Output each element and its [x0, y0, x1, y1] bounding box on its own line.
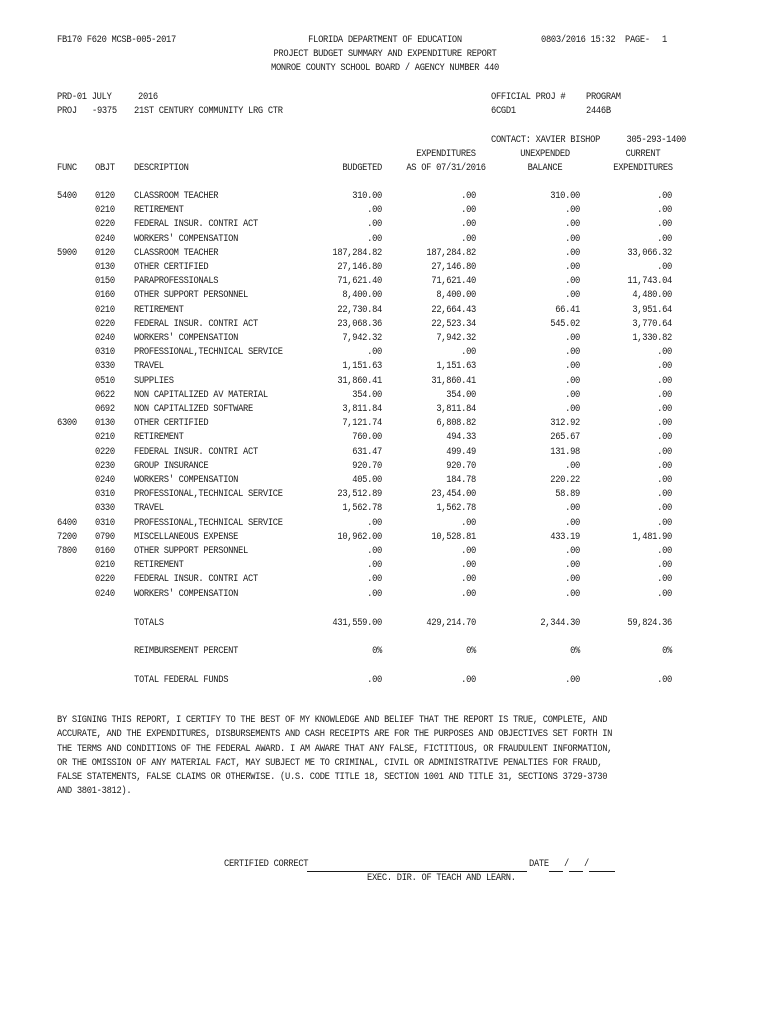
cell-func: 6400: [57, 517, 77, 529]
cell-objt: 0150: [95, 276, 115, 288]
cell-expended: 187,284.82: [426, 247, 476, 259]
cell-budgeted: .00: [367, 219, 382, 231]
table-row: [0, 205, 770, 219]
cell-description: TRAVEL: [134, 503, 164, 515]
col-unexpended-line1: UNEXPENDED: [520, 149, 570, 160]
table-row: [0, 262, 770, 276]
contact-name: CONTACT: XAVIER BISHOP: [491, 135, 601, 146]
cell-description: WORKERS' COMPENSATION: [134, 333, 239, 344]
table-row: [0, 248, 770, 262]
cell-current: .00: [657, 219, 672, 231]
cell-objt: 0310: [95, 517, 115, 529]
cell-expended: 31,860.41: [431, 375, 476, 387]
cell-budgeted: .00: [367, 517, 382, 529]
summary-label: TOTALS: [134, 618, 164, 629]
cell-balance: .00: [565, 233, 580, 245]
cell-expended: .00: [461, 588, 476, 600]
col-expenditures-line1: EXPENDITURES: [416, 149, 476, 160]
cell-balance: .00: [565, 404, 580, 415]
page-number: 1: [662, 35, 667, 46]
signature-line: [307, 871, 527, 872]
table-row: [0, 219, 770, 233]
cell-current: .00: [657, 588, 672, 600]
cell-current: .00: [657, 205, 672, 217]
date-month-line: [549, 871, 563, 872]
fiscal-year: 2016: [138, 92, 158, 103]
cell-objt: 0330: [95, 361, 115, 373]
cell-objt: 0210: [95, 304, 115, 316]
cell-expended: 184.78: [446, 475, 476, 486]
cell-description: FEDERAL INSUR. CONTRI ACT: [134, 318, 258, 330]
certified-correct-label: CERTIFIED CORRECT: [224, 859, 309, 870]
cell-current: .00: [657, 503, 672, 515]
cell-expended: .00: [461, 233, 476, 245]
cell-current: .00: [657, 418, 672, 430]
cell-expended: .00: [461, 546, 476, 557]
cell-balance: 310.00: [550, 191, 580, 202]
table-row: [0, 191, 770, 205]
cell-budgeted: 27,146.80: [337, 262, 382, 273]
cell-current: 4,480.00: [632, 290, 672, 302]
date-day-line: [569, 871, 583, 872]
cell-budgeted: 405.00: [352, 475, 382, 486]
table-row: [0, 276, 770, 290]
date-separator-1: /: [564, 859, 569, 870]
cell-func: 7800: [57, 546, 77, 557]
cell-objt: 0210: [95, 205, 115, 217]
contact-phone: 305-293-1400: [626, 135, 686, 146]
cell-objt: 0240: [95, 333, 115, 344]
cell-description: PROFESSIONAL,TECHNICAL SERVICE: [134, 517, 283, 529]
col-objt: OBJT: [95, 163, 115, 174]
cell-budgeted: .00: [367, 588, 382, 600]
cell-objt: 0240: [95, 233, 115, 245]
cell-current: 11,743.04: [627, 276, 672, 288]
cell-description: MISCELLANEOUS EXPENSE: [134, 531, 239, 543]
summary-budgeted: .00: [367, 675, 382, 686]
summary-balance: 2,344.30: [540, 618, 580, 629]
cell-balance: .00: [565, 375, 580, 387]
cell-balance: 220.22: [550, 475, 580, 486]
summary-current: 59,824.36: [627, 618, 672, 629]
cell-expended: 1,151.63: [436, 361, 476, 373]
cell-objt: 0160: [95, 290, 115, 302]
program-value: 2446B: [586, 106, 611, 117]
cell-balance: .00: [565, 333, 580, 344]
cell-expended: .00: [461, 574, 476, 586]
cell-description: PARAPROFESSIONALS: [134, 276, 219, 288]
table-row: [0, 447, 770, 461]
report-title: PROJECT BUDGET SUMMARY AND EXPENDITURE REPORT: [273, 49, 497, 60]
cell-objt: 0240: [95, 588, 115, 600]
cell-objt: 0210: [95, 560, 115, 572]
table-row: [0, 589, 770, 603]
cell-current: .00: [657, 489, 672, 501]
summary-label: REIMBURSEMENT PERCENT: [134, 646, 239, 657]
cell-description: NON CAPITALIZED AV MATERIAL: [134, 389, 268, 401]
proj-label: PROJ: [57, 106, 77, 117]
cell-description: CLASSROOM TEACHER: [134, 247, 219, 259]
col-unexpended-line2: BALANCE: [527, 163, 563, 174]
cell-expended: 494.33: [446, 432, 476, 444]
cell-budgeted: 8,400.00: [342, 290, 382, 302]
table-row: [0, 305, 770, 319]
cell-expended: 7,942.32: [436, 333, 476, 344]
cell-description: TRAVEL: [134, 361, 164, 373]
cell-budgeted: 1,562.78: [342, 503, 382, 515]
cell-objt: 0220: [95, 446, 115, 458]
cell-balance: .00: [565, 460, 580, 472]
cell-expended: 10,528.81: [431, 531, 476, 543]
cell-current: .00: [657, 574, 672, 586]
cell-balance: 312.92: [550, 418, 580, 430]
cell-budgeted: 23,512.89: [337, 489, 382, 501]
date-separator-2: /: [584, 859, 589, 870]
table-row: [0, 475, 770, 489]
cell-budgeted: 354.00: [352, 389, 382, 401]
cell-objt: 0510: [95, 375, 115, 387]
cell-balance: 66.41: [555, 304, 580, 316]
cell-current: .00: [657, 432, 672, 444]
cell-description: CLASSROOM TEACHER: [134, 191, 219, 202]
table-row: [0, 489, 770, 503]
cell-objt: 0310: [95, 489, 115, 501]
table-row: [0, 390, 770, 404]
date-year-line: [589, 871, 615, 872]
cell-balance: 265.67: [550, 432, 580, 444]
program-label: PROGRAM: [586, 92, 621, 103]
cell-description: GROUP INSURANCE: [134, 460, 209, 472]
cell-budgeted: .00: [367, 574, 382, 586]
cell-description: FEDERAL INSUR. CONTRI ACT: [134, 446, 258, 458]
cell-objt: 0120: [95, 191, 115, 202]
cell-budgeted: 760.00: [352, 432, 382, 444]
cell-func: 5400: [57, 191, 77, 202]
summary-row: [0, 675, 770, 689]
department-name: FLORIDA DEPARTMENT OF EDUCATION: [308, 35, 462, 46]
cell-description: RETIREMENT: [134, 560, 184, 572]
cell-current: .00: [657, 404, 672, 415]
cell-balance: .00: [565, 361, 580, 373]
cell-description: WORKERS' COMPENSATION: [134, 233, 239, 245]
col-expenditures-line2: AS OF 07/31/2016: [406, 163, 486, 174]
cell-description: NON CAPITALIZED SOFTWARE: [134, 404, 253, 415]
cell-balance: 131.98: [550, 446, 580, 458]
col-current-line2: EXPENDITURES: [613, 163, 673, 174]
cell-budgeted: .00: [367, 546, 382, 557]
cell-expended: .00: [461, 205, 476, 217]
table-row: [0, 461, 770, 475]
cell-description: RETIREMENT: [134, 205, 184, 217]
cell-func: 5900: [57, 247, 77, 259]
cell-balance: .00: [565, 560, 580, 572]
table-row: [0, 518, 770, 532]
cell-balance: .00: [565, 205, 580, 217]
table-row: [0, 418, 770, 432]
agency-name: MONROE COUNTY SCHOOL BOARD / AGENCY NUMBER 440: [270, 63, 500, 74]
cell-expended: 499.49: [446, 446, 476, 458]
summary-current: 0%: [662, 646, 672, 657]
cell-objt: 0230: [95, 460, 115, 472]
cell-current: .00: [657, 233, 672, 245]
summary-expended: .00: [461, 675, 476, 686]
cell-current: .00: [657, 375, 672, 387]
cell-budgeted: 3,811.84: [342, 404, 382, 415]
summary-expended: 0%: [466, 646, 476, 657]
cell-balance: .00: [565, 546, 580, 557]
cell-budgeted: 310.00: [352, 191, 382, 202]
table-row: [0, 546, 770, 560]
cell-description: OTHER SUPPORT PERSONNEL: [134, 290, 249, 302]
cell-current: .00: [657, 347, 672, 359]
cell-expended: .00: [461, 560, 476, 572]
cell-description: OTHER SUPPORT PERSONNEL: [134, 546, 249, 557]
summary-balance: 0%: [570, 646, 580, 657]
cell-balance: .00: [565, 503, 580, 515]
cell-expended: 27,146.80: [431, 262, 476, 273]
official-proj-value: 6CGD1: [491, 106, 516, 117]
cell-description: WORKERS' COMPENSATION: [134, 588, 239, 600]
cell-objt: 0240: [95, 475, 115, 486]
cell-balance: .00: [565, 347, 580, 359]
cell-balance: .00: [565, 276, 580, 288]
cell-balance: 433.19: [550, 531, 580, 543]
cell-current: .00: [657, 389, 672, 401]
cell-budgeted: 7,121.74: [342, 418, 382, 430]
cell-description: PROFESSIONAL,TECHNICAL SERVICE: [134, 347, 283, 359]
cell-current: .00: [657, 361, 672, 373]
table-row: [0, 319, 770, 333]
cell-expended: .00: [461, 347, 476, 359]
official-proj-label: OFFICIAL PROJ #: [491, 92, 566, 103]
table-row: [0, 532, 770, 546]
cell-expended: .00: [461, 517, 476, 529]
cell-current: .00: [657, 262, 672, 273]
cell-expended: .00: [461, 191, 476, 202]
cell-description: OTHER CERTIFIED: [134, 418, 209, 430]
cell-current: 3,770.64: [632, 318, 672, 330]
cell-budgeted: 22,730.84: [337, 304, 382, 316]
cell-budgeted: 631.47: [352, 446, 382, 458]
table-row: [0, 234, 770, 248]
cell-current: .00: [657, 546, 672, 557]
cell-budgeted: .00: [367, 233, 382, 245]
cell-balance: .00: [565, 517, 580, 529]
cell-budgeted: .00: [367, 205, 382, 217]
summary-row: [0, 618, 770, 632]
cell-objt: 0120: [95, 247, 115, 259]
cell-expended: 22,523.34: [431, 318, 476, 330]
cell-balance: .00: [565, 262, 580, 273]
cell-budgeted: 187,284.82: [332, 247, 382, 259]
cell-balance: .00: [565, 219, 580, 231]
col-budgeted: BUDGETED: [342, 163, 382, 174]
cell-balance: .00: [565, 588, 580, 600]
cell-objt: 0160: [95, 546, 115, 557]
cell-objt: 0220: [95, 219, 115, 231]
cell-objt: 0210: [95, 432, 115, 444]
table-row: [0, 347, 770, 361]
cell-expended: 920.70: [446, 460, 476, 472]
table-row: [0, 574, 770, 588]
table-row: [0, 503, 770, 517]
table-row: [0, 404, 770, 418]
cell-budgeted: 71,621.40: [337, 276, 382, 288]
report-datetime: 0803/2016 15:32: [541, 35, 616, 46]
table-row: [0, 432, 770, 446]
summary-expended: 429,214.70: [426, 618, 476, 629]
cell-budgeted: 1,151.63: [342, 361, 382, 373]
cell-current: 1,330.82: [632, 333, 672, 344]
cell-description: SUPPLIES: [134, 375, 174, 387]
certification-statement: BY SIGNING THIS REPORT, I CERTIFY TO THE BEST OF MY KNOWLEDGE AND BELIEF THAT THE REPORT IS TRUE, COMPLETE, AND ACCURATE, AND THE EXPENDITURES, DISBURSEMENTS AND CASH RECEIPTS ARE FOR THE PURPOSES AND OBJECTIVES SET FORTH IN THE TERMS AND CONDITIONS OF THE FEDERAL AWARD. I AM AWARE THAT ANY FALSE, FICTITIOUS, OR FRAUDULENT INFORMATION, OR THE OMISSION OF ANY MATERIAL FACT, MAY SUBJECT ME TO CRIMINAL, CIVIL OR ADMINISTRATIVE PENALTIES FOR FRAUD, FALSE STATEMENTS, FALSE CLAIMS OR OTHERWISE. (U.S. CODE TITLE 18, SECTION 1001 AND TITLE 31, SECTIONS 3729-3730 AND 3801-3812).: [57, 715, 613, 798]
cell-description: RETIREMENT: [134, 432, 184, 444]
cell-budgeted: 920.70: [352, 460, 382, 472]
cell-expended: 22,664.43: [431, 304, 476, 316]
proj-number: -9375: [92, 106, 117, 117]
summary-budgeted: 0%: [372, 646, 382, 657]
cell-description: OTHER CERTIFIED: [134, 262, 209, 273]
cell-objt: 0310: [95, 347, 115, 359]
cell-current: 33,066.32: [627, 247, 672, 259]
summary-budgeted: 431,559.00: [332, 618, 382, 629]
cell-expended: 23,454.00: [431, 489, 476, 501]
page-label: PAGE-: [625, 35, 650, 46]
summary-balance: .00: [565, 675, 580, 686]
cell-balance: .00: [565, 247, 580, 259]
cell-expended: 3,811.84: [436, 404, 476, 415]
summary-label: TOTAL FEDERAL FUNDS: [134, 675, 229, 686]
cell-objt: 0330: [95, 503, 115, 515]
col-description: DESCRIPTION: [134, 163, 189, 174]
summary-current: .00: [657, 675, 672, 686]
cell-description: PROFESSIONAL,TECHNICAL SERVICE: [134, 489, 283, 501]
cell-balance: .00: [565, 290, 580, 302]
table-row: [0, 376, 770, 390]
cell-expended: 6,808.82: [436, 418, 476, 430]
cell-current: .00: [657, 517, 672, 529]
signer-title: EXEC. DIR. OF TEACH AND LEARN.: [367, 873, 516, 884]
cell-budgeted: .00: [367, 560, 382, 572]
cell-description: FEDERAL INSUR. CONTRI ACT: [134, 219, 258, 231]
cell-budgeted: 7,942.32: [342, 333, 382, 344]
table-row: [0, 333, 770, 347]
cell-description: WORKERS' COMPENSATION: [134, 475, 239, 486]
cell-expended: .00: [461, 219, 476, 231]
cell-current: .00: [657, 475, 672, 486]
report-code: FB170 F620 MCSB-005-2017: [57, 35, 176, 46]
cell-current: .00: [657, 560, 672, 572]
project-name: 21ST CENTURY COMMUNITY LRG CTR: [134, 106, 283, 117]
cell-current: .00: [657, 446, 672, 458]
table-row: [0, 290, 770, 304]
cell-current: 1,481.90: [632, 531, 672, 543]
cell-objt: 0692: [95, 404, 115, 415]
cell-current: .00: [657, 191, 672, 202]
cell-description: FEDERAL INSUR. CONTRI ACT: [134, 574, 258, 586]
period-label: PRD-01 JULY: [57, 92, 112, 103]
cell-budgeted: .00: [367, 347, 382, 359]
cell-budgeted: 10,962.00: [337, 531, 382, 543]
cell-current: .00: [657, 460, 672, 472]
col-current-line1: CURRENT: [625, 149, 661, 160]
cell-expended: 8,400.00: [436, 290, 476, 302]
summary-row: [0, 646, 770, 660]
cell-func: 6300: [57, 418, 77, 430]
col-func: FUNC: [57, 163, 77, 174]
cell-balance: 545.02: [550, 318, 580, 330]
table-row: [0, 560, 770, 574]
cell-budgeted: 23,068.36: [337, 318, 382, 330]
cell-func: 7200: [57, 531, 77, 543]
cell-budgeted: 31,860.41: [337, 375, 382, 387]
cell-objt: 0220: [95, 574, 115, 586]
cell-objt: 0130: [95, 418, 115, 430]
cell-objt: 0130: [95, 262, 115, 273]
cell-balance: .00: [565, 389, 580, 401]
cell-expended: 1,562.78: [436, 503, 476, 515]
cell-balance: 58.89: [555, 489, 580, 501]
cell-expended: 354.00: [446, 389, 476, 401]
date-label: DATE: [529, 859, 549, 870]
cell-expended: 71,621.40: [431, 276, 476, 288]
cell-balance: .00: [565, 574, 580, 586]
table-row: [0, 361, 770, 375]
cell-objt: 0622: [95, 389, 115, 401]
cell-objt: 0220: [95, 318, 115, 330]
cell-description: RETIREMENT: [134, 304, 184, 316]
cell-current: 3,951.64: [632, 304, 672, 316]
cell-objt: 0790: [95, 531, 115, 543]
